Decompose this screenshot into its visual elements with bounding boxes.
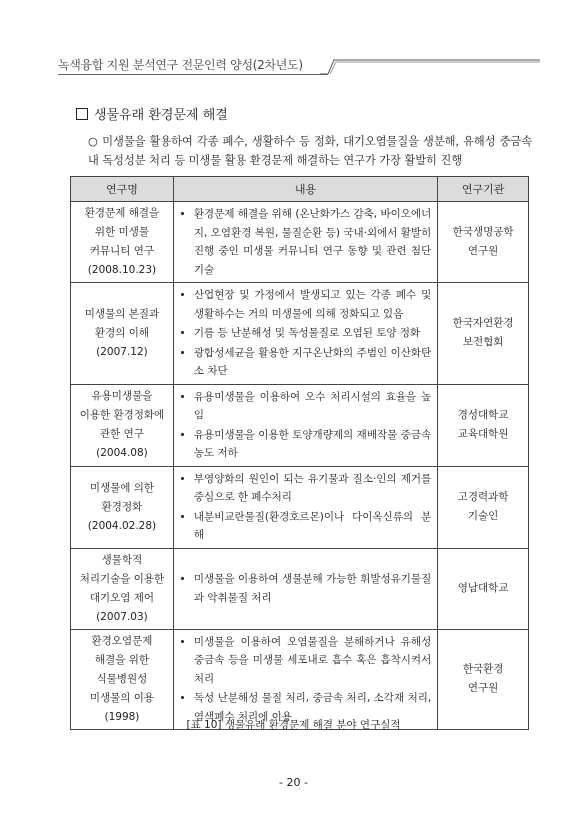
table-row: [71, 384, 529, 466]
research-name-line: 환경문제 해결을: [84, 207, 160, 219]
content-list: [178, 286, 431, 381]
intro-paragraph: [88, 132, 532, 170]
research-org-cell: [438, 283, 529, 385]
content-list: [178, 470, 431, 545]
header-rule: [58, 74, 328, 75]
research-org-line: 기술인: [467, 510, 499, 522]
table-row: [71, 466, 529, 548]
research-name-line: 이용한 환경정화에: [79, 409, 165, 421]
research-name-cell: [71, 466, 174, 548]
research-org-line: 고경력과학: [457, 491, 509, 503]
column-header-name: 연구명: [71, 177, 174, 202]
content-item: • 내분비교란물질(환경호르몬)이나 다이옥신류의 분해: [194, 508, 431, 545]
research-name-line: 관한 연구: [99, 428, 144, 440]
research-name-line: 미생물의 본질과: [84, 307, 160, 320]
research-name-line: 커뮤니티 연구: [89, 245, 155, 257]
research-org-line: 연구원: [467, 682, 499, 695]
content-item: • 부영양화의 원인이 되는 유기물과 질소·인의 제거를 중심으로 한 폐수처리: [194, 470, 431, 507]
research-org-line: 보전협회: [462, 336, 504, 349]
checkbox-square-icon: [76, 108, 88, 120]
column-header-content: 내용: [173, 177, 437, 202]
research-name-line: 대기오염 제어: [89, 591, 155, 604]
content-item: • 유용미생물을 이용하여 오수 처리시설의 효율을 높임: [194, 388, 431, 425]
research-name-cell: [71, 548, 174, 629]
research-name-line: 유용미생물을: [91, 390, 153, 402]
research-table: [70, 176, 529, 730]
content-list: [178, 205, 431, 279]
research-name-line: 위한 미생물: [94, 226, 149, 238]
research-name-line: (2007.03): [96, 610, 148, 623]
research-org-line: 한국생명공학: [452, 226, 514, 238]
research-name-line: 환경오염문제: [91, 634, 153, 647]
intro-text: 미생물을 활용하여 각종 폐수, 생활하수 등 정화, 대기오염물질을 생분해, 유해성 중금속 내 독성성분 처리 등 미생물 활용 환경문제 해결하는 연구가 가장 활발히 진행: [88, 135, 533, 167]
research-name-line: 처리기술을 이용한: [79, 572, 165, 585]
table-row: [71, 629, 529, 730]
table-row: [71, 283, 529, 385]
content-item: • 미생물을 이용하여 생물분해 가능한 휘발성유기물질과 악취물질 처리: [194, 570, 431, 607]
research-org-line: 한국자연환경: [452, 317, 514, 330]
research-name-cell: [71, 629, 174, 730]
section-title: 생물유래 환경문제 해결: [94, 108, 228, 123]
research-name-line: (1998): [104, 710, 140, 723]
content-list: [178, 388, 431, 463]
research-name-cell: [71, 283, 174, 385]
research-content-cell: [173, 466, 437, 548]
research-name-line: 미생물의 이용: [89, 691, 155, 704]
research-name-line: (2007.12): [96, 345, 148, 358]
table-row: [71, 202, 529, 283]
research-org-line: 경성대학교: [457, 409, 509, 421]
table-caption: [표 10] 생물유래 환경문제 해결 분야 연구실적: [186, 719, 401, 731]
header-tab-shape: [320, 58, 540, 74]
column-header-org: 연구기관: [438, 177, 529, 202]
research-name-line: 환경의 이해: [94, 326, 149, 339]
research-name-line: 식물병원성: [96, 672, 148, 685]
content-item: • 기름 등 난분해성 및 독성물질로 오염된 토양 정화: [194, 324, 431, 343]
research-org-cell: [438, 202, 529, 283]
section-heading: [76, 104, 228, 123]
research-name-cell: [71, 384, 174, 466]
research-name-line: (2008.10.23): [87, 264, 157, 276]
research-content-cell: [173, 548, 437, 629]
research-name-line: (2004.02.28): [87, 519, 157, 532]
running-header: 녹색융합 지원 분석연구 전문인력 양성(2차년도): [58, 58, 303, 72]
content-item: • 광합성세균을 활용한 지구온난화의 주범인 이산화탄소 차단: [194, 344, 431, 381]
research-org-cell: [438, 384, 529, 466]
table-row: [71, 548, 529, 629]
research-org-line: 연구원: [467, 245, 499, 257]
research-content-cell: [173, 283, 437, 385]
circle-bullet-icon: ○: [88, 135, 99, 148]
research-name-line: 해결을 위한: [94, 653, 149, 666]
research-org-line: 한국환경: [462, 663, 504, 676]
research-org-line: 영남대학교: [457, 582, 509, 594]
research-name-line: 환경정화: [101, 500, 143, 513]
content-item: • 환경문제 해결을 위해 (온난화가스 감축, 바이오에너지, 오염환경 복원, 물질순환 등) 국내·외에서 활발히 진행 중인 미생물 커뮤니티 연구 동향 및 관련 첨단기술: [194, 205, 431, 279]
research-name-line: 미생물에 의한: [89, 481, 155, 494]
research-name-line: 생물학적: [101, 553, 143, 566]
research-name-cell: [71, 202, 174, 283]
research-name-line: (2004.08): [96, 447, 148, 459]
content-item: • 독성 난분해성 물질 처리, 중금속 처리, 소각재 처리, 염색폐수 처리에 이용: [194, 689, 431, 726]
table-header-row: [71, 177, 529, 202]
research-content-cell: [173, 384, 437, 466]
research-org-cell: [438, 629, 529, 730]
research-org-line: 교육대학원: [457, 428, 509, 440]
research-org-cell: [438, 548, 529, 629]
content-item: • 유용미생물을 이용한 토양개량제의 재배작물 중금속 농도 저하: [194, 426, 431, 463]
content-list: [178, 570, 431, 607]
page-number: - 20 -: [279, 776, 308, 789]
research-content-cell: [173, 202, 437, 283]
research-org-cell: [438, 466, 529, 548]
content-list: [178, 633, 431, 727]
content-item: • 산업현장 및 가정에서 발생되고 있는 각종 폐수 및 생활하수는 거의 미생물에 의해 정화되고 있음: [194, 286, 431, 323]
research-content-cell: [173, 629, 437, 730]
content-item: • 미생물을 이용하여 오염물질을 분해하거나 유해성 중금속 등을 미생물 세포내로 흡수 혹은 흡착시켜서 처리: [194, 633, 431, 689]
